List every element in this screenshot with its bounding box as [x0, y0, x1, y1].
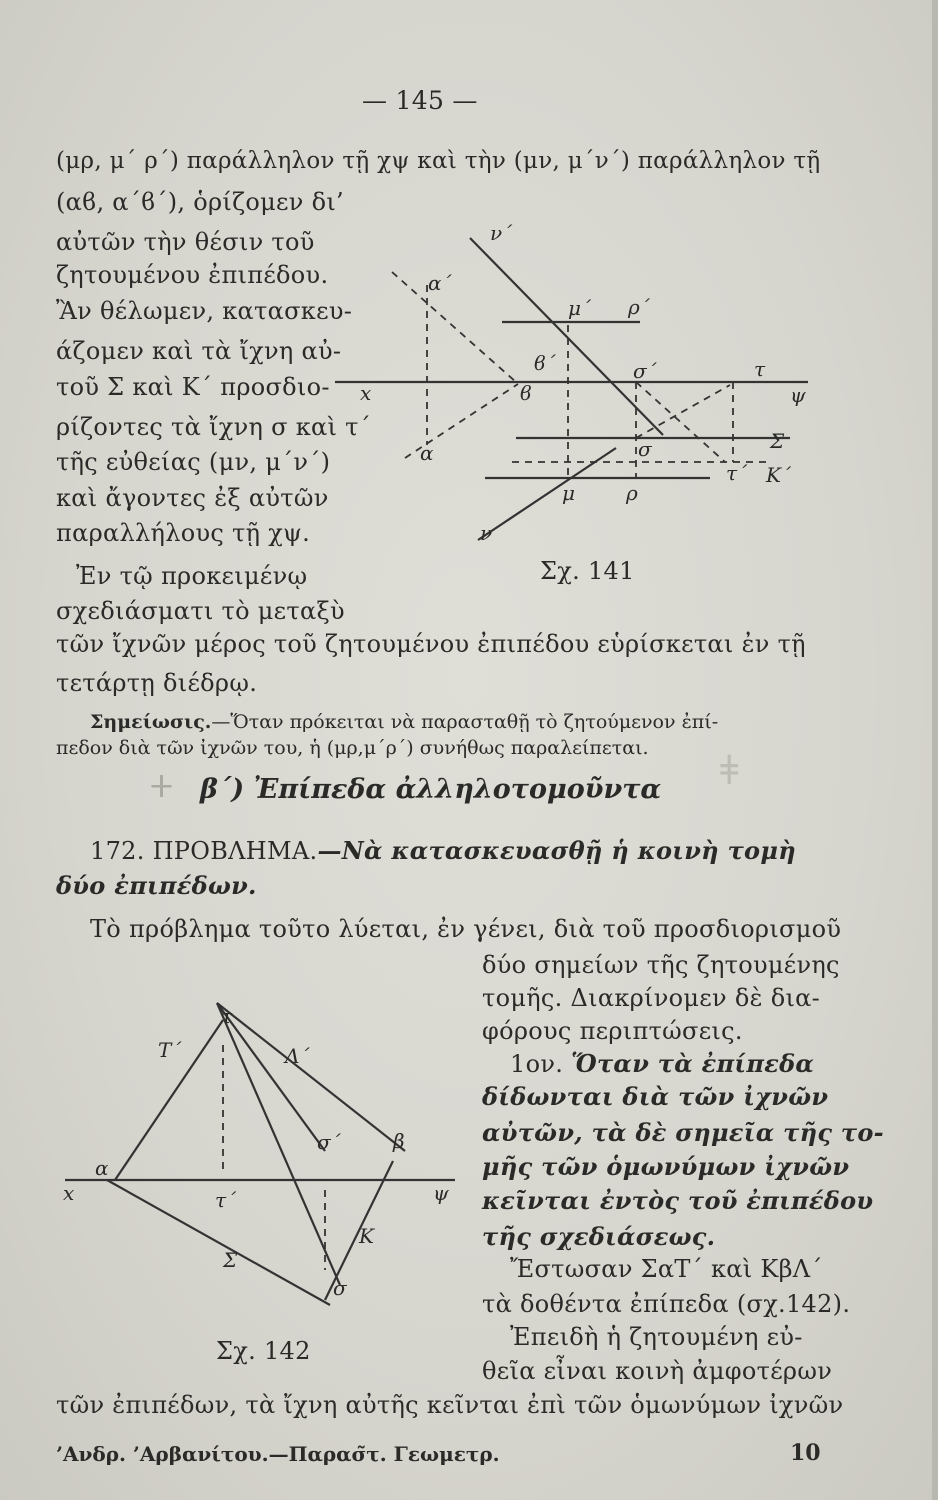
problem-line-1 — [90, 836, 796, 866]
fig141-dash-alpha-beta — [392, 272, 516, 382]
note-lead: Σημείωσις. — [90, 711, 212, 733]
text-line-6: άζομεν καὶ τὰ ἴχνη αὐ- — [56, 337, 342, 365]
body-line-1: Τὸ πρόβλημα τοῦτο λύεται, ἐν γένει, διὰ τοῦ προσδιορισμοῦ — [90, 915, 842, 943]
fig142-label-tau: τ — [221, 1004, 233, 1028]
note-line-1 — [90, 710, 718, 734]
page-number: — 145 — — [362, 86, 478, 115]
tail-line-4: θεῖα εἶναι κοινὴ ἀμφοτέρων — [482, 1357, 833, 1385]
fig141-dash-tau — [636, 385, 730, 438]
fig141-label-sigma-prime: σ΄ — [633, 359, 657, 383]
fig141-label-tau-prime: τ΄ — [726, 461, 748, 485]
fig141-label-nu: ν — [480, 521, 493, 545]
text-line-9: τῆς εὐθείας (μν, μ΄ν΄) — [56, 448, 331, 476]
problem-statement-b: δύο ἐπιπέδων. — [56, 871, 257, 900]
text-line-10: καὶ ἄγοντες ἐξ αὐτῶν — [56, 484, 329, 512]
page-edge — [932, 0, 938, 1500]
body-line-2: δύο σημείων τῆς ζητουμένης — [482, 951, 840, 979]
fig142-label-beta: β — [393, 1129, 405, 1153]
text-line-7: τοῦ Σ καὶ Κ΄ προσδιο- — [56, 373, 330, 401]
fig141-label-alpha: α — [420, 441, 434, 465]
body-line-3: τομῆς. Διακρίνομεν δὲ δια- — [482, 984, 821, 1012]
fig141-label-nu-prime: ν΄ — [490, 221, 513, 245]
margin-cross-right: ǂ — [720, 748, 739, 794]
fig142-caption: Σχ. 142 — [216, 1337, 311, 1365]
fig142-label-y: ψ — [433, 1181, 449, 1205]
fig142-label-sigma: σ — [333, 1276, 347, 1300]
fig142-label-L-prime: Λ΄ — [285, 1044, 310, 1068]
problem-statement-a: —Νὰ κατασκευασθῇ ἡ κοινὴ τομὴ — [317, 836, 796, 865]
text-line-4: ζητουμένου ἐπιπέδου. — [56, 261, 329, 289]
text-line-3: αὐτῶν τὴν θέσιν τοῦ — [56, 228, 315, 256]
note-line-2: πεδον διὰ τῶν ἰχνῶν του, ἡ (μρ,μ΄ρ΄) συνήθως παραλείπεται. — [56, 737, 649, 759]
fig141-label-x: x — [360, 381, 372, 405]
section-title: Ἐπίπεδα ἀλληλοτομοῦντα — [253, 774, 662, 805]
margin-cross-left: ⵜ — [150, 770, 174, 805]
case-text-1: Ὅταν τὰ ἐπίπεδα — [571, 1049, 815, 1078]
case-line-2: δίδωνται διὰ τῶν ἰχνῶν — [482, 1082, 829, 1111]
text-line-5: Ἂν θέλωμεν, κατασκευ- — [56, 297, 353, 325]
fig142-label-tau-prime: τ΄ — [215, 1188, 237, 1212]
fig141-label-rho-prime: ρ΄ — [628, 295, 650, 319]
fig141-label-K: Κ΄ — [766, 463, 791, 487]
case-line-3: αὐτῶν, τὰ δὲ σημεῖα τῆς το- — [482, 1118, 884, 1147]
fig142-label-T-prime: Τ΄ — [158, 1038, 182, 1062]
fig141-label-sigma: σ — [638, 437, 652, 461]
case-line-5: κεῖνται ἐντὸς τοῦ ἐπιπέδου — [482, 1186, 874, 1215]
case-line-6: τῆς σχεδιάσεως. — [482, 1222, 716, 1251]
fig141-label-mu-prime: μ΄ — [568, 296, 591, 320]
fig142-label-alpha: α — [95, 1156, 109, 1180]
fig141-line-nu-prime — [470, 238, 663, 435]
fig141-caption: Σχ. 141 — [540, 557, 635, 585]
fig142-label-x: x — [63, 1181, 75, 1205]
section-mark: β΄) — [200, 774, 245, 805]
fig142-label-K: Κ — [359, 1224, 374, 1248]
fig141-label-Sigma: Σ — [770, 429, 785, 453]
footer-imprint: ’Ανδρ. ’Αρβανίτου.—Παρασ̃τ. Γεωμετρ. — [56, 1442, 500, 1466]
fig141-label-rho: ρ — [626, 481, 638, 505]
tail-line-5: τῶν ἐπιπέδων, τὰ ἴχνη αὐτῆς κεῖνται ἐπὶ τῶν ὁμωνύμων ἰχνῶν — [56, 1391, 844, 1419]
fig141-label-tau: τ — [754, 357, 766, 381]
fig141-label-mu: μ — [562, 481, 575, 505]
fig142-trace-L-prime — [217, 1003, 405, 1151]
figure-142 — [55, 975, 475, 1325]
text-line-2: (αϐ, α΄ϐ΄), ὁρίζομεν δι’ — [56, 188, 344, 216]
section-heading — [200, 774, 661, 805]
fig142-label-Sigma: Σ — [223, 1248, 238, 1272]
tail-line-3: Ἐπειδὴ ἡ ζητουμένη εὐ- — [510, 1323, 803, 1351]
text-line-13: σχεδιάσματι τὸ μεταξὺ — [56, 597, 345, 625]
fig142-label-sigma-prime: σ΄ — [317, 1130, 341, 1154]
body-line-4: φόρους περιπτώσεις. — [482, 1017, 743, 1045]
note-text-1: —Ὅταν πρόκειται νὰ παρασταθῇ τὸ ζητούμενον ἐπί- — [211, 711, 719, 733]
problem-number: 172. ΠΡΟΒΛΗΜΑ. — [90, 837, 318, 865]
text-line-15: τετάρτῃ διέδρῳ. — [56, 669, 258, 697]
tail-line-1: Ἔστωσαν ΣαΤ΄ καὶ ΚβΛ΄ — [510, 1255, 823, 1283]
case-line-1 — [510, 1049, 814, 1079]
footer-signature-mark: 10 — [790, 1440, 821, 1466]
case-line-4: μῆς τῶν ὁμωνύμων ἰχνῶν — [482, 1152, 850, 1181]
text-line-12: Ἐν τῷ προκειμένῳ — [76, 562, 308, 590]
figure-141 — [330, 210, 820, 550]
tail-line-2: τὰ δοθέντα ἐπίπεδα (σχ.142). — [482, 1290, 851, 1318]
text-line-14: τῶν ἴχνῶν μέρος τοῦ ζητουμένου ἐπιπέδου εὑρίσκεται ἐν τῇ — [56, 630, 806, 658]
case-number: 1ον. — [510, 1050, 572, 1078]
text-line-11: παραλλήλους τῇ χψ. — [56, 519, 311, 547]
text-line-1: (μρ, μ΄ ρ΄) παράλληλον τῇ χψ καὶ τὴν (μν, μ΄ν΄) παράλληλον τῇ — [56, 148, 821, 174]
fig141-label-beta-prime: ϐ΄ — [534, 351, 556, 375]
text-line-8: ρίζοντες τὰ ἴχνη σ καὶ τ΄ — [56, 413, 372, 441]
fig141-label-y: ψ — [790, 383, 806, 407]
fig141-label-alpha-prime: α΄ — [428, 271, 452, 295]
fig141-label-beta: ϐ — [520, 381, 532, 405]
